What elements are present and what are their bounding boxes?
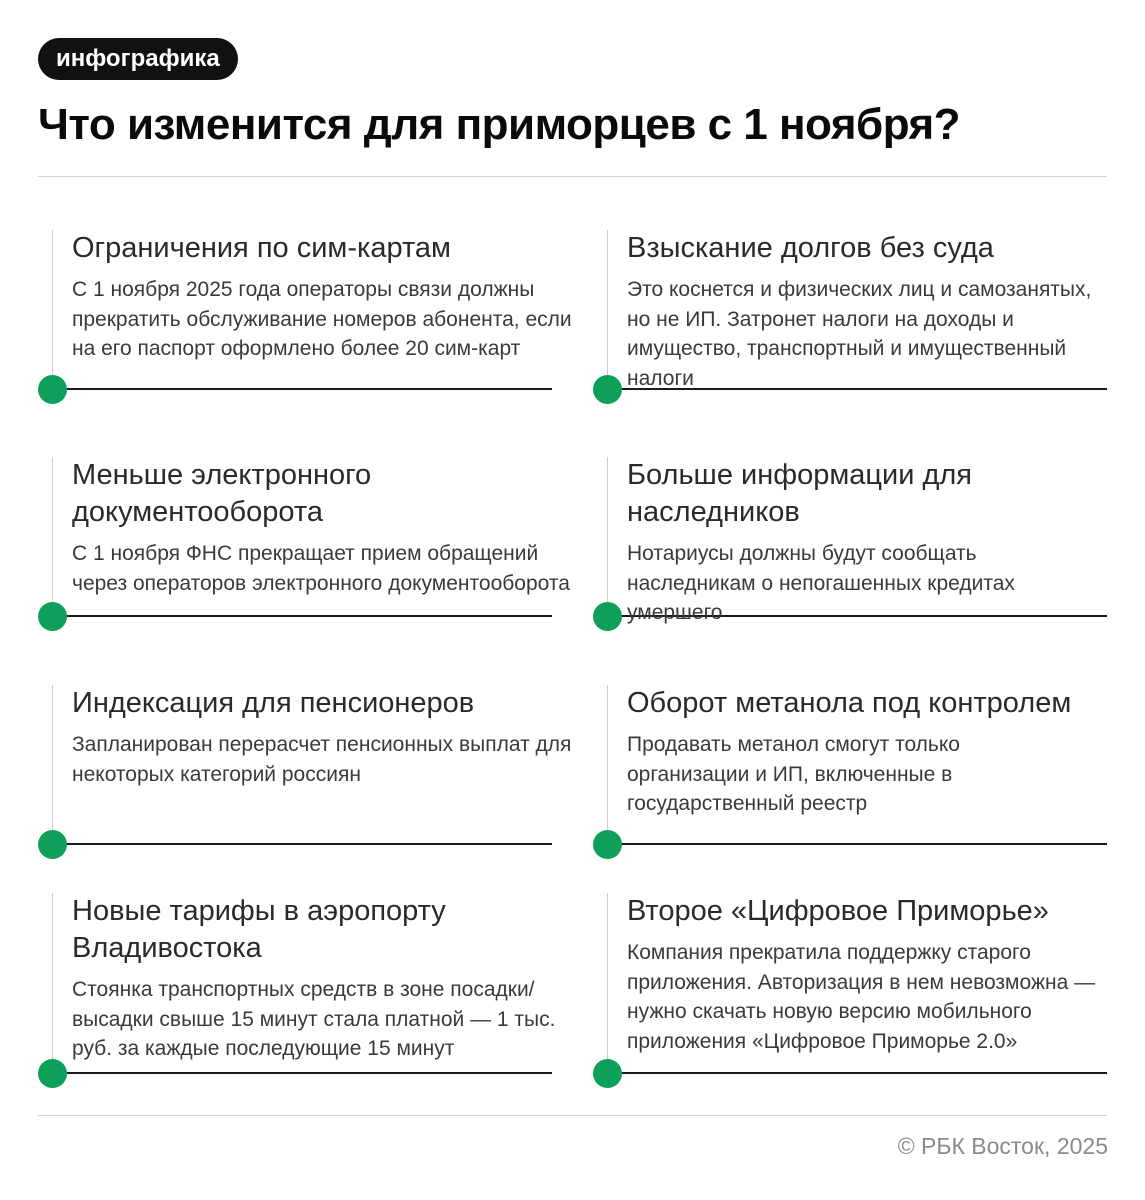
green-dot-marker <box>38 375 67 404</box>
card-text: Это коснется и физических лиц и самозанятых, но не ИП. Затронет налоги на доходы и имущество, транспортный и имущественный налоги <box>627 278 1092 390</box>
card-baseline <box>52 1072 552 1074</box>
green-dot-marker <box>593 602 622 631</box>
card-text: Запланирован перерасчет пенсионных выплат для некоторых категорий россиян <box>72 733 572 786</box>
card-vertical-line <box>52 685 53 835</box>
card-title: Индексация для пенсионеров <box>72 687 475 719</box>
green-dot-marker <box>38 602 67 631</box>
info-card-digital-primorye <box>593 893 1096 1088</box>
info-card-edo <box>38 457 570 632</box>
green-dot-marker <box>593 830 622 859</box>
info-card-methanol <box>593 685 1091 860</box>
info-card-pensions <box>38 685 572 860</box>
card-title: Новые тарифы в аэропорту Владивостока <box>72 895 446 964</box>
card-text: Стоянка транспортных средств в зоне посадки/высадки свыше 15 минут стала платной — 1 тыс. руб. за каждые последующие 15 минут <box>72 978 556 1060</box>
card-vertical-line <box>52 457 53 607</box>
page-title: Что изменится для приморцев с 1 ноября? <box>38 100 961 149</box>
card-baseline <box>607 1072 1107 1074</box>
card-title: Оборот метанола под контролем <box>627 687 1072 719</box>
card-text: С 1 ноября ФНС прекращает прием обращений через операторов электронного документооборота <box>72 542 570 595</box>
card-vertical-line <box>607 457 608 607</box>
card-vertical-line <box>52 893 53 1063</box>
card-baseline <box>52 843 552 845</box>
bottom-divider <box>38 1115 1107 1116</box>
card-baseline <box>52 615 552 617</box>
card-vertical-line <box>52 230 53 380</box>
card-text: Продавать метанол смогут только организации и ИП, включенные в государственный реестр <box>627 733 960 815</box>
card-title: Меньше электронного документооборота <box>72 459 372 528</box>
green-dot-marker <box>593 1059 622 1088</box>
card-title: Второе «Цифровое Приморье» <box>627 895 1049 927</box>
green-dot-marker <box>38 830 67 859</box>
card-vertical-line <box>607 685 608 835</box>
info-card-airport-tariffs <box>38 893 556 1088</box>
green-dot-marker <box>38 1059 67 1088</box>
copyright: © РБК Восток, 2025 <box>897 1133 1108 1159</box>
card-title: Взыскание долгов без суда <box>627 232 994 264</box>
card-text: Нотариусы должны будут сообщать наследникам о непогашенных кредитах умершего <box>627 542 1015 624</box>
info-card-heirs <box>593 457 1091 632</box>
infographic-badge: инфографика <box>38 38 238 80</box>
info-card-debt-collection <box>593 230 1091 405</box>
top-divider <box>38 176 1107 177</box>
green-dot-marker <box>593 375 622 404</box>
card-text: Компания прекратила поддержку старого приложения. Авторизация в нем невозможна — нужно скачать новую версию мобильного приложения «Цифровое Приморье 2.0» <box>627 941 1096 1053</box>
info-card-sim-cards <box>38 230 572 405</box>
card-text: С 1 ноября 2025 года операторы связи должны прекратить обслуживание номеров абонента, если на его паспорт оформлено более 20 сим-карт <box>72 278 572 360</box>
card-title: Ограничения по сим-картам <box>72 232 451 264</box>
card-vertical-line <box>607 893 608 1063</box>
card-title: Больше информации для наследников <box>627 459 973 528</box>
card-baseline <box>607 843 1107 845</box>
card-vertical-line <box>607 230 608 380</box>
card-baseline <box>52 388 552 390</box>
